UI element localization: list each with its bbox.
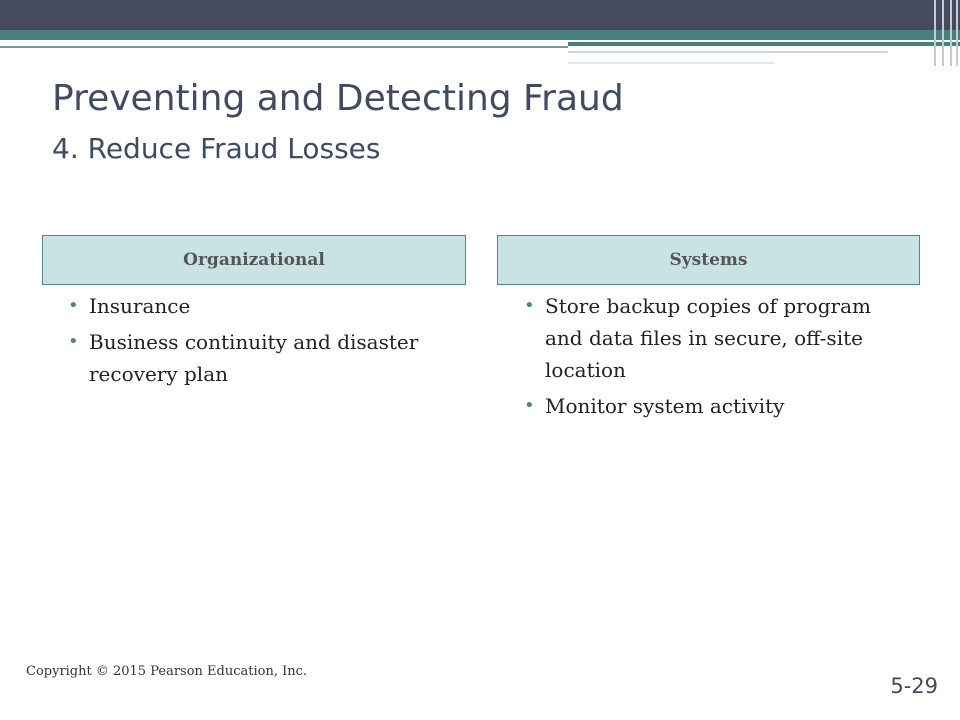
decor-line	[568, 62, 774, 64]
slide-subtitle: 4. Reduce Fraud Losses	[52, 132, 381, 165]
decor-edge-line	[956, 0, 958, 66]
decor-edge-line	[950, 0, 952, 66]
list-item	[520, 390, 910, 422]
decor-edge-line	[934, 0, 936, 66]
bullet-text: Insurance	[89, 294, 191, 318]
bullet-icon: •	[524, 295, 535, 316]
decor-line	[568, 42, 960, 46]
list-item	[64, 326, 444, 390]
bullet-icon: •	[68, 295, 79, 316]
copyright-notice: Copyright © 2015 Pearson Education, Inc.	[26, 664, 308, 679]
bullet-icon: •	[68, 331, 79, 352]
decor-line	[0, 46, 568, 48]
bullet-text: Monitor system activity	[545, 394, 785, 418]
slide-title: Preventing and Detecting Fraud	[52, 78, 624, 119]
decor-line	[568, 51, 888, 53]
column-header-systems: Systems	[497, 235, 920, 285]
decor-edge-line	[942, 0, 944, 66]
organizational-bullet-list	[64, 290, 444, 394]
bullet-icon: •	[524, 395, 535, 416]
slide-number: 5-29	[890, 674, 938, 698]
column-header-organizational: Organizational	[42, 235, 466, 285]
systems-bullet-list	[520, 290, 910, 426]
top-bar-dark	[0, 0, 960, 30]
bullet-text: Business continuity and disaster recovery plan	[89, 330, 419, 386]
bullet-text: Store backup copies of program and data files in secure, off-site location	[545, 294, 871, 382]
list-item	[520, 290, 910, 386]
top-bar-teal	[0, 30, 960, 40]
list-item	[64, 290, 444, 322]
